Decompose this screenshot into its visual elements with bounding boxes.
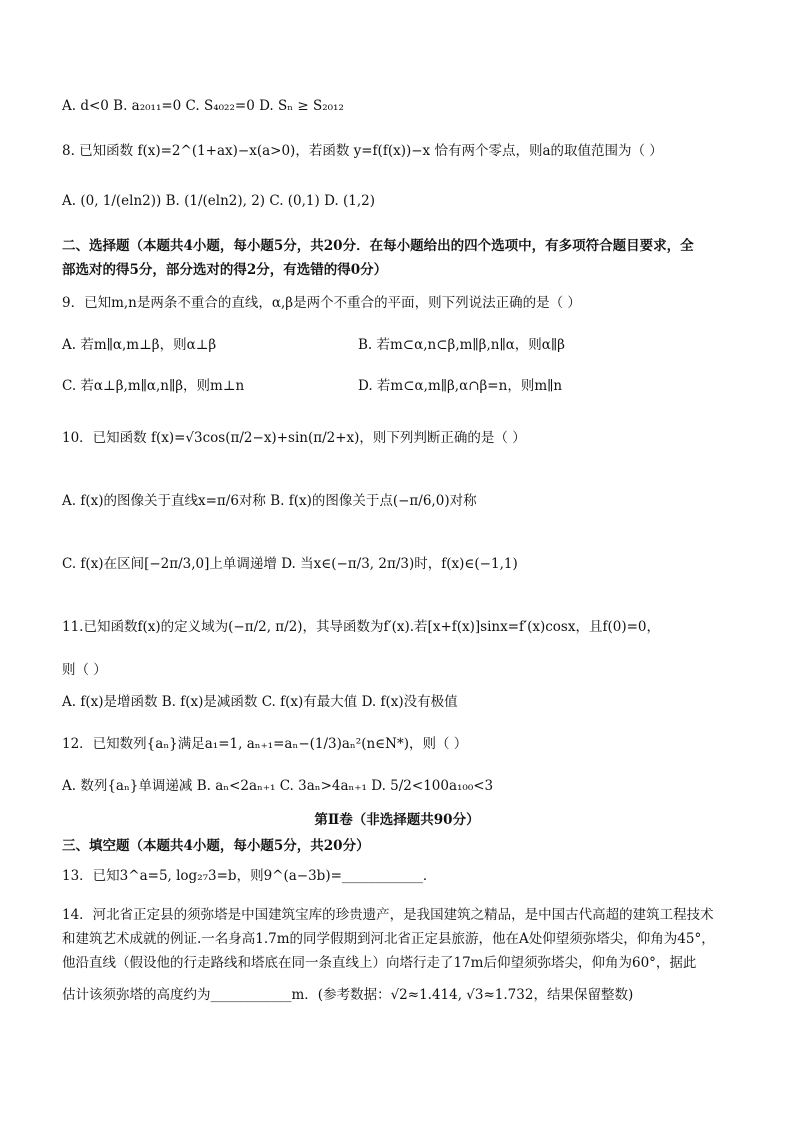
q9-option-d: D. 若m⊂α,m∥β,α∩β=n，则m∥n (358, 378, 563, 394)
q14-line1: 14．河北省正定县的须弥塔是中国建筑宝库的珍贵遗产，是我国建筑之精品，是中国古代高超的建筑工程技术 (62, 907, 714, 923)
q7-options: A. d<0 B. a₂₀₁₁=0 C. S₄₀₂₂=0 D. Sₙ ≥ S₂₀₁₂ (62, 98, 344, 114)
q11-stem-cont: 则（ ） (62, 662, 107, 678)
section-2-heading-line2: 部选对的得5分，部分选对的得2分，有选错的得0分） (62, 262, 388, 278)
q10-options-cd: C. f(x)在区间[−2π/3,0]上单调递增 D. 当x∈(−π/3, 2π/3)时，f(x)∈(−1,1) (62, 556, 518, 572)
q10-options-ab: A. f(x)的图像关于直线x=π/6对称 B. f(x)的图像关于点(−π/6,0)对称 (62, 493, 477, 509)
q9-option-a: A. 若m∥α,m⊥β，则α⊥β (62, 337, 217, 353)
section-2-heading-line1: 二、选择题（本题共4小题，每小题5分，共20分．在每小题给出的四个选项中，有多项符合题目要求，全 (62, 238, 694, 254)
q8-stem: 8. 已知函数 f(x)=2^(1+ax)−x(a>0)，若函数 y=f(f(x))−x 恰有两个零点，则a的取值范围为（ ） (62, 143, 663, 159)
q8-options: A. (0, 1/(eln2)) B. (1/(eln2), 2) C. (0,1) D. (1,2) (62, 193, 376, 209)
q14-line3: 他沿直线（假设他的行走路线和塔底在同一条直线上）向塔行走了17m后仰望须弥塔尖，仰角为60°，据此 (62, 955, 697, 971)
q14-line2: 和建筑艺术成就的例证.一名身高1.7m的同学假期到河北省正定县旅游，他在A处仰望须弥塔尖，仰角为45°， (62, 931, 715, 947)
q10-stem: 10．已知函数 f(x)=√3cos(π/2−x)+sin(π/2+x)，则下列判断正确的是（ ） (62, 430, 526, 446)
section-3-heading: 三、填空题（本题共4小题，每小题5分，共20分） (62, 838, 370, 854)
q9-stem: 9．已知m,n是两条不重合的直线，α,β是两个不重合的平面，则下列说法正确的是（ ） (62, 295, 581, 311)
q9-option-c: C. 若α⊥β,m∥α,n∥β，则m⊥n (62, 378, 245, 394)
q12-stem: 12．已知数列{aₙ}满足a₁=1, aₙ₊₁=aₙ−(1/3)aₙ²(n∈N*)，则（ ） (62, 736, 468, 752)
q11-options: A. f(x)是增函数 B. f(x)是减函数 C. f(x)有最大值 D. f(x)没有极值 (62, 694, 458, 710)
part-2-title: 第Ⅱ卷（非选择题共90分） (314, 812, 480, 828)
q13: 13．已知3^a=5, log₂₇3=b，则9^(a−3b)=____________． (62, 868, 437, 884)
q11-stem: 11.已知函数f(x)的定义域为(−π/2, π/2)，其导函数为f′(x).若[x+f(x)]sinx=f′(x)cosx，且f(0)=0， (62, 619, 660, 635)
q12-options: A. 数列{aₙ}单调递减 B. aₙ<2aₙ₊₁ C. 3aₙ>4aₙ₊₁ D. 5/2<100a₁₀₀<3 (62, 778, 494, 794)
q14-line4: 估计该须弥塔的高度约为____________m．(参考数据：√2≈1.414, √3≈1.732，结果保留整数) (62, 987, 634, 1003)
q9-option-b: B. 若m⊂α,n⊂β,m∥β,n∥α，则α∥β (358, 337, 565, 353)
